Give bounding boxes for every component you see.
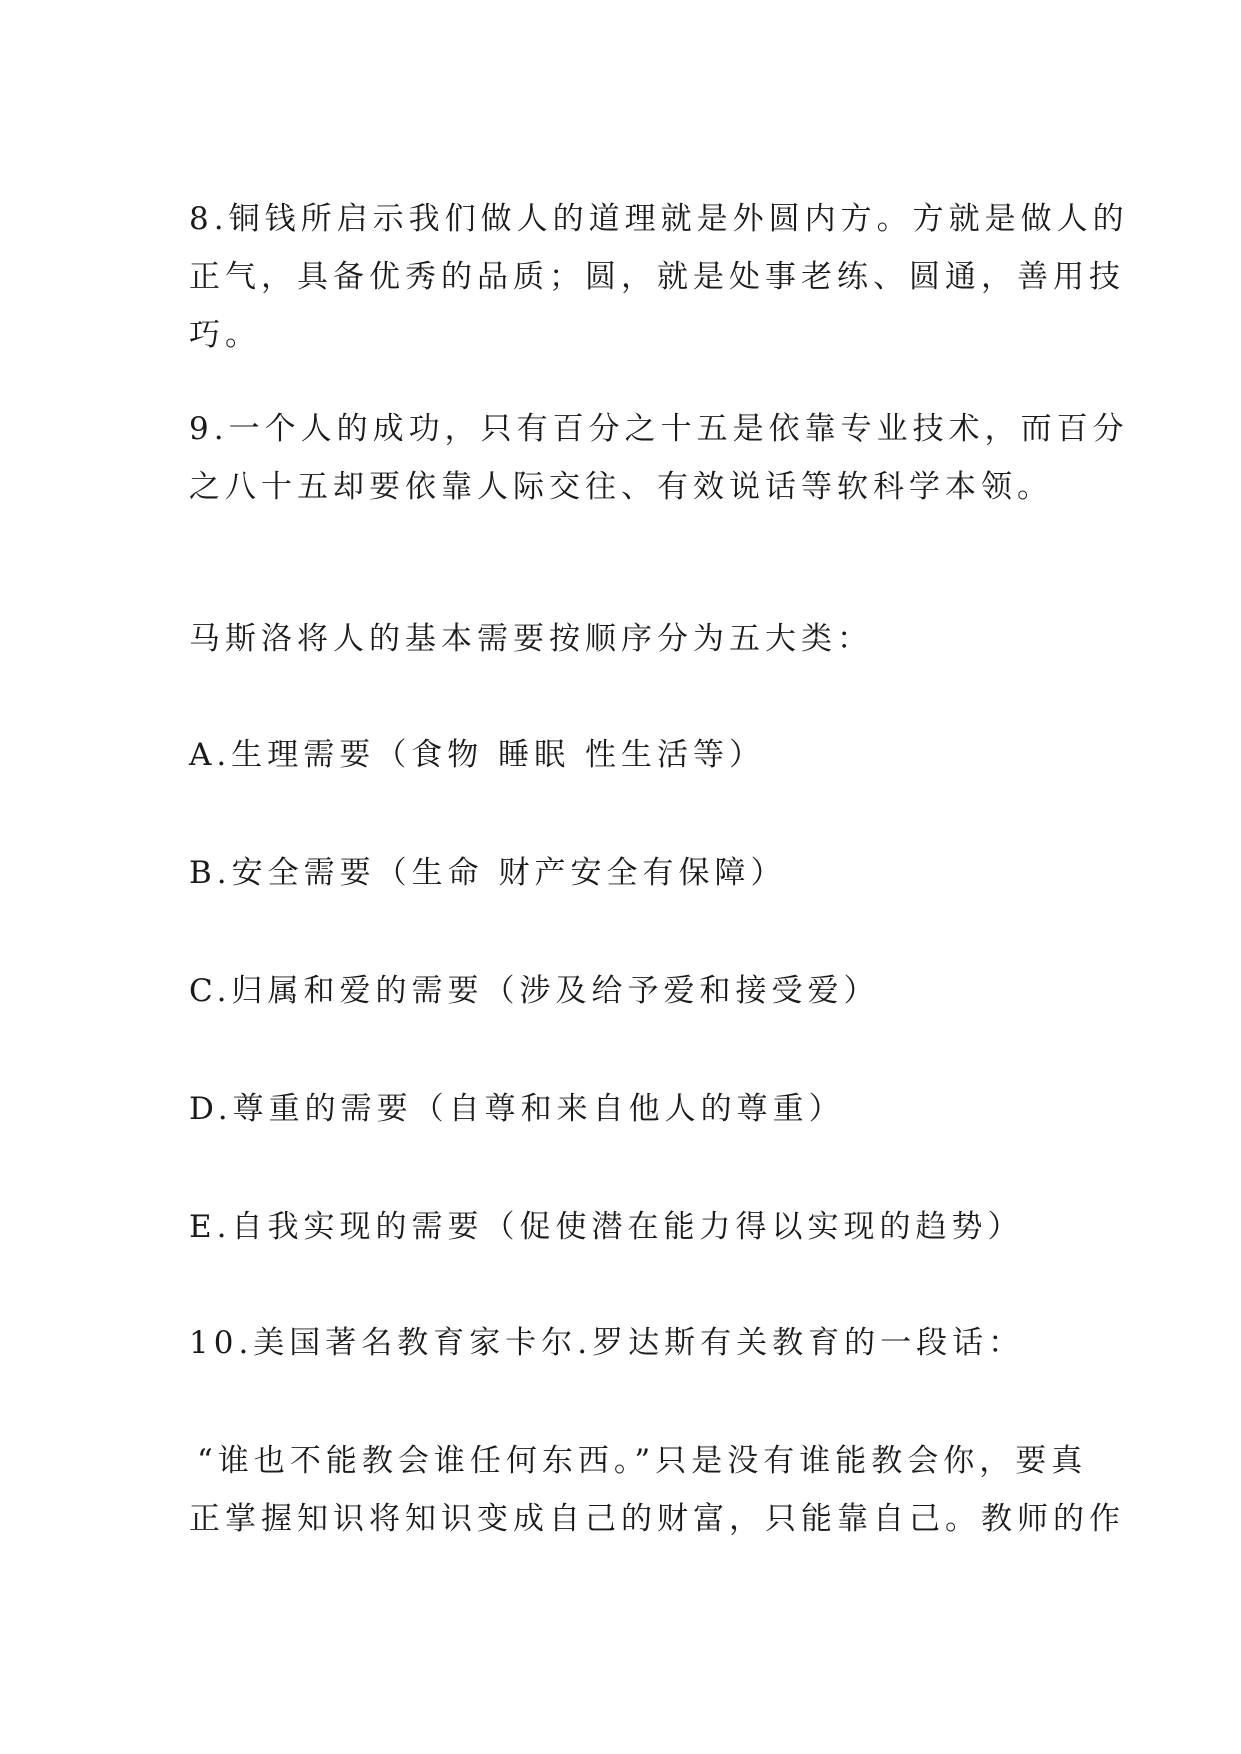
need-item-a-text: A.生理需要（食物 睡眠 性生活等） bbox=[189, 737, 765, 773]
need-item-d bbox=[189, 1080, 1059, 1138]
maslow-intro-text: 马斯洛将人的基本需要按顺序分为五大类： bbox=[189, 621, 873, 657]
paragraph-9-line-1: 9.一个人的成功，只有百分之十五是依靠专业技术，而百分 bbox=[189, 411, 1129, 447]
paragraph-9-line-2: 之八十五却要依靠人际交往、有效说话等软科学本领。 bbox=[189, 469, 1053, 505]
quote-paragraph bbox=[189, 1432, 1125, 1548]
paragraph-8-line-2: 正气，具备优秀的品质；圆，就是处事老练、圆通，善用技 bbox=[189, 259, 1125, 295]
paragraph-8-line-3: 巧。 bbox=[189, 317, 261, 353]
need-item-e-text: E.自我实现的需要（促使潜在能力得以实现的趋势） bbox=[189, 1209, 1024, 1245]
paragraph-9 bbox=[189, 400, 1129, 516]
need-item-d-text: D.尊重的需要（自尊和来自他人的尊重） bbox=[189, 1091, 845, 1127]
paragraph-8 bbox=[189, 190, 1129, 364]
maslow-intro bbox=[189, 610, 1059, 668]
need-item-e bbox=[189, 1198, 1059, 1256]
paragraph-10 bbox=[189, 1314, 1059, 1372]
paragraph-10-text: 10.美国著名教育家卡尔.罗达斯有关教育的一段话： bbox=[189, 1325, 1025, 1361]
need-item-c-text: C.归属和爱的需要（涉及给予爱和接受爱） bbox=[189, 973, 880, 1009]
quote-line-1: “谁也不能教会谁任何东西。”只是没有谁能教会你，要真 bbox=[197, 1443, 1088, 1479]
need-item-b-text: B.安全需要（生命 财产安全有保障） bbox=[189, 855, 787, 891]
quote-line-2: 正掌握知识将知识变成自己的财富，只能靠自己。教师的作 bbox=[189, 1501, 1125, 1537]
paragraph-8-line-1: 8.铜钱所启示我们做人的道理就是外圆内方。方就是做人的 bbox=[189, 201, 1129, 237]
need-item-c bbox=[189, 962, 1059, 1020]
need-item-a bbox=[189, 726, 1059, 784]
need-item-b bbox=[189, 844, 1059, 902]
